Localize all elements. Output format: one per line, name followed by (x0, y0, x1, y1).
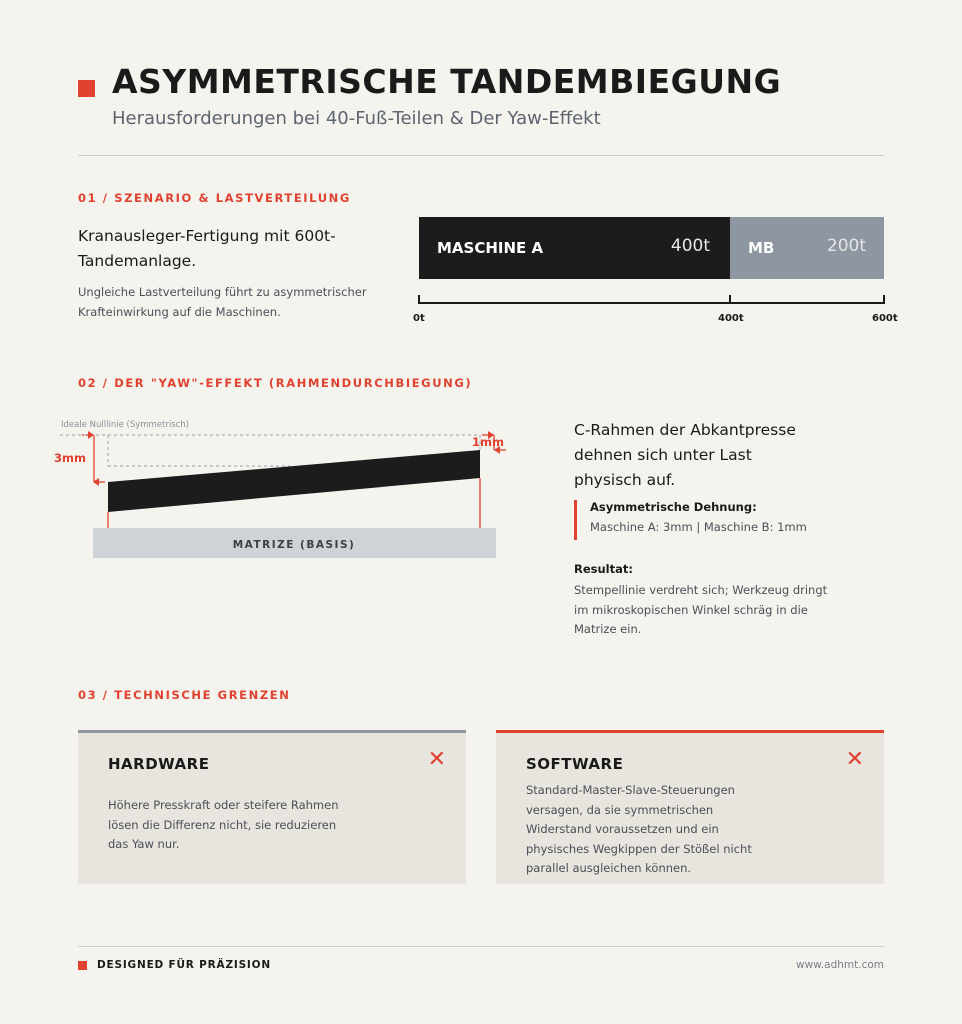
software-title: SOFTWARE (526, 755, 624, 773)
close-icon: ✕ (427, 747, 446, 772)
right-deflection-label: 1mm (472, 435, 504, 449)
footer-accent-square (78, 961, 87, 970)
hardware-card (78, 730, 466, 884)
yaw-heading: C-Rahmen der Abkantpresse dehnen sich unter Last physisch auf. (574, 421, 796, 489)
axis-label-400: 400t (718, 313, 744, 324)
section-label-limits: 03 / TECHNISCHE GRENZEN (78, 688, 291, 702)
footer-tagline: DESIGNED FÜR PRÄZISION (97, 959, 271, 971)
title-accent-square (78, 80, 95, 97)
machine-b-label: MB (748, 239, 775, 257)
axis-label-0: 0t (413, 313, 425, 324)
hardware-text: Höhere Presskraft oder steifere Rahmen lösen die Differenz nicht, sie reduzieren das Yaw nur. (108, 798, 339, 851)
yaw-accent-bar (574, 500, 577, 540)
load-bar-machine-b (730, 217, 884, 279)
axis-tick-0 (418, 295, 420, 304)
machine-b-value: 200t (826, 236, 866, 256)
axis-tick-600 (883, 295, 885, 304)
asymmetric-stretch-title: Asymmetrische Dehnung: (590, 500, 757, 514)
left-deflection-label: 3mm (54, 451, 86, 465)
machine-a-value: 400t (670, 236, 710, 256)
footer-divider (78, 946, 884, 947)
axis-label-600: 600t (872, 313, 898, 324)
header-divider (78, 155, 884, 156)
footer-website-link[interactable]: www.adhmt.com (796, 959, 884, 971)
asymmetric-stretch-text: Maschine A: 3mm | Maschine B: 1mm (590, 520, 807, 534)
close-icon: ✕ (845, 747, 864, 772)
load-bar-machine-a (419, 217, 730, 279)
axis-tick-400 (729, 295, 731, 304)
die-base-label: MATRIZE (BASIS) (232, 539, 356, 551)
scenario-heading: Kranausleger-Fertigung mit 600t-Tandemanlage. (78, 227, 336, 270)
result-text: Stempellinie verdreht sich; Werkzeug dringt im mikroskopischen Winkel schräg in die Matrize ein. (574, 583, 828, 636)
ideal-line-label: Ideale Nulllinie (Symmetrisch) (61, 420, 190, 430)
section-label-scenario: 01 / SZENARIO & LASTVERTEILUNG (78, 191, 351, 205)
load-axis (419, 302, 884, 304)
scenario-description: Ungleiche Lastverteilung führt zu asymmetrischer Krafteinwirkung auf die Maschinen. (78, 285, 367, 319)
tilted-ram (108, 450, 480, 512)
result-title: Resultat: (574, 562, 633, 576)
machine-a-label: MASCHINE A (437, 239, 544, 257)
left-arrow-top (88, 431, 94, 439)
software-card (496, 730, 884, 884)
section-label-yaw: 02 / DER "YAW"-EFFEKT (RAHMENDURCHBIEGUNG) (78, 376, 473, 390)
yaw-deflection-diagram (50, 410, 510, 565)
page-title: ASYMMETRISCHE TANDEMBIEGUNG (112, 62, 782, 101)
hardware-title: HARDWARE (108, 755, 210, 773)
software-text: Standard-Master-Slave-Steuerungen versagen, da sie symmetrischen Widerstand voraussetzen und ein physisches Wegkippen der Stößel nicht parallel ausgleichen können. (526, 783, 752, 875)
page-subtitle: Herausforderungen bei 40-Fuß-Teilen & Der Yaw-Effekt (112, 108, 601, 129)
